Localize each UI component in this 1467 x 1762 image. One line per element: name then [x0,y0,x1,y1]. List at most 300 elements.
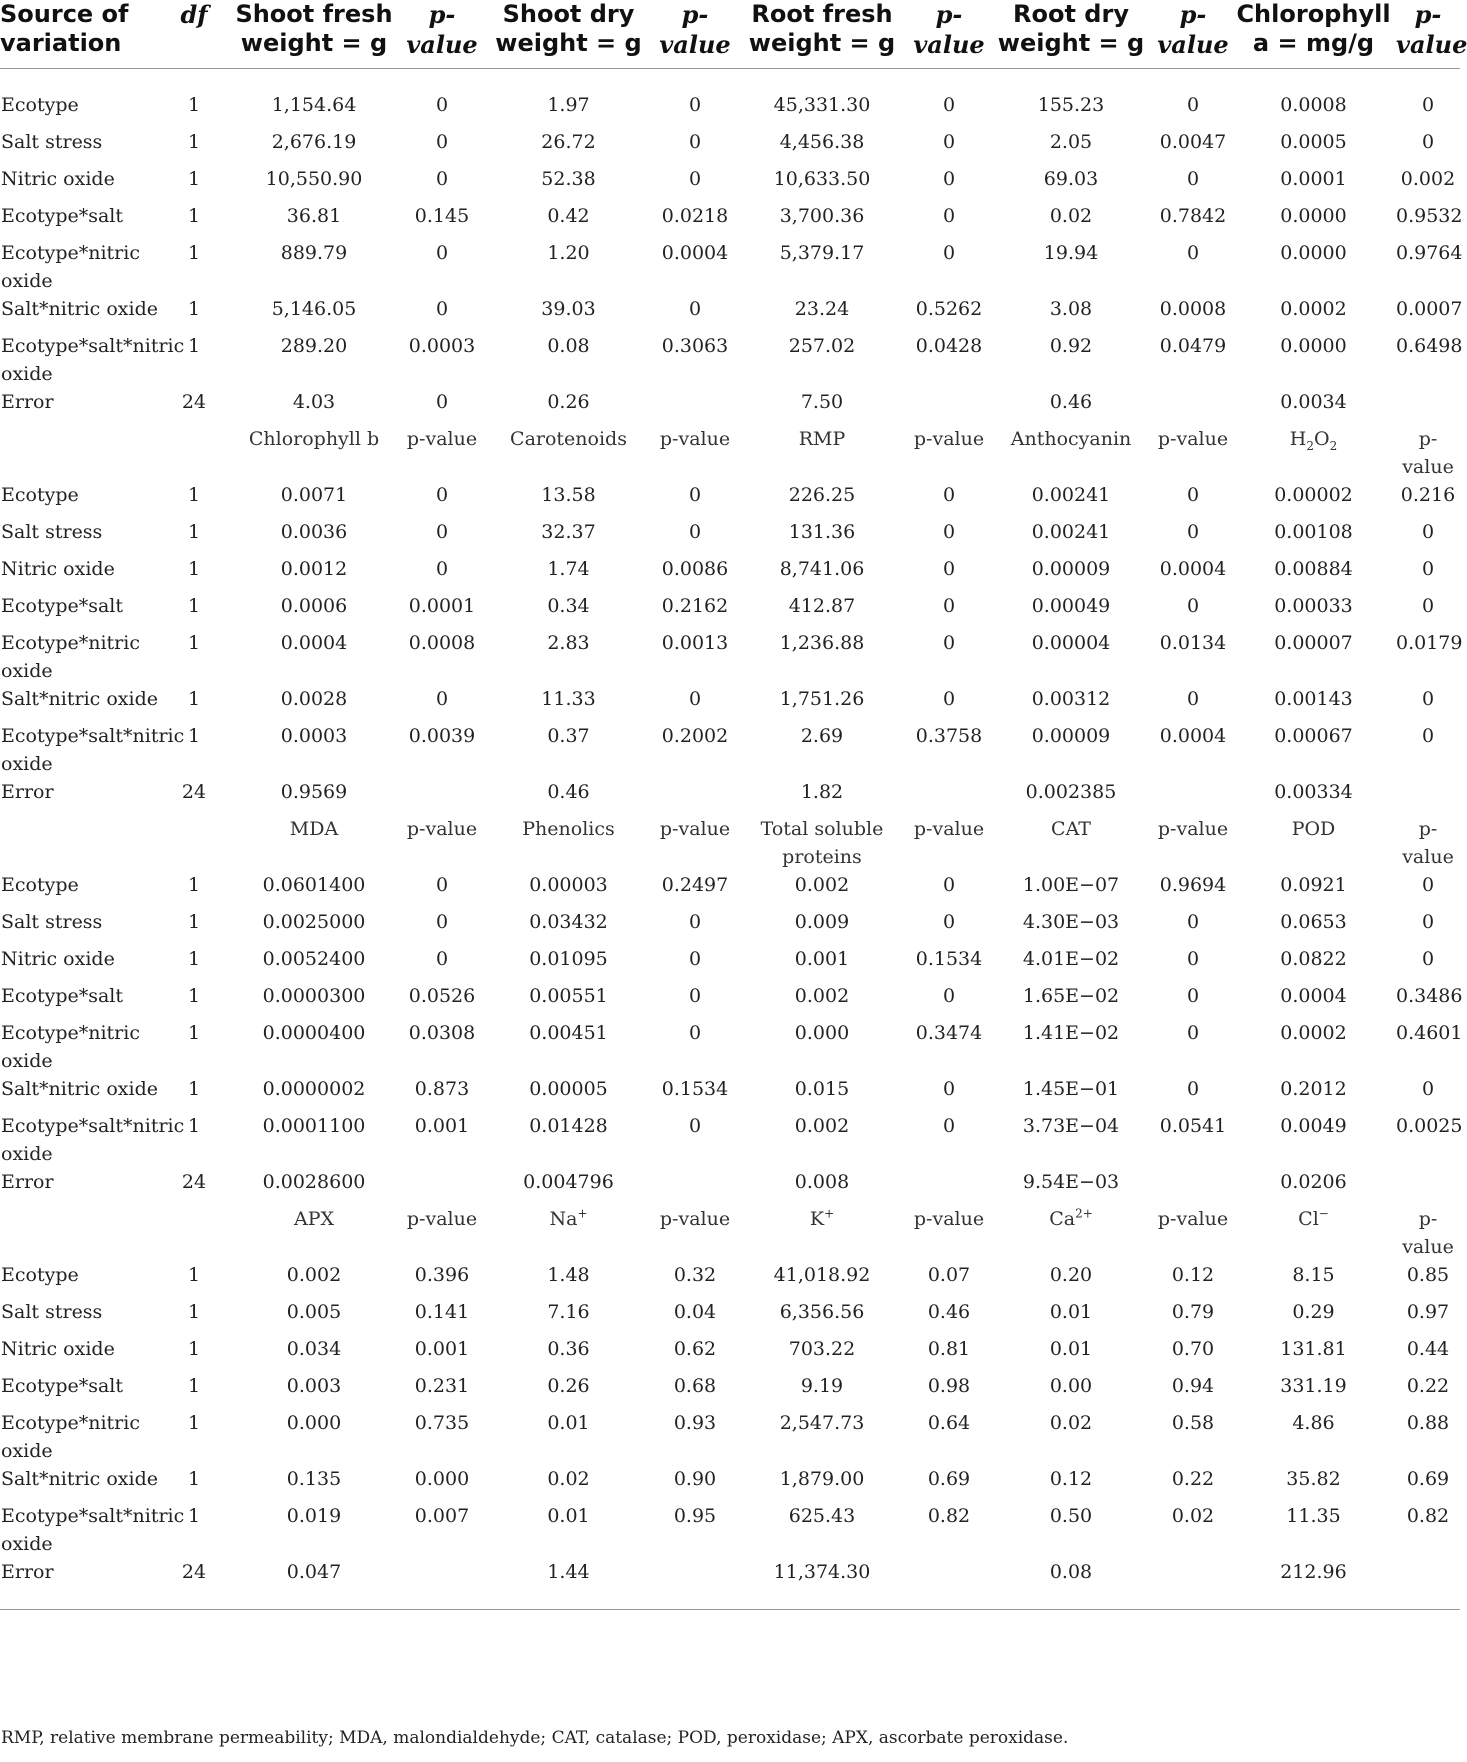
subheader-cell: Total soluble proteins [760,818,884,868]
table-row [0,1261,1460,1298]
table-cell: 0 [1421,948,1435,970]
table-cell: 0.0008 [1280,94,1347,116]
table-row [0,1335,1460,1372]
table-cell: 0.79 [1171,1301,1215,1323]
table-cell: 0.00049 [1031,595,1111,617]
table-cell: 0.0049 [1280,1115,1347,1137]
table-cell: 0.0003 [280,725,348,747]
table-cell: 0.0000002 [262,1078,366,1100]
table-cell: 0.29 [1292,1301,1335,1323]
header-df: df [164,0,224,69]
table-cell: 0.97 [1406,1301,1450,1323]
table-cell: 3.73E−04 [1022,1115,1120,1137]
table-cell: 1.45E−01 [1022,1078,1120,1100]
table-cell: 0.3063 [661,335,729,357]
table-cell: 0.36 [547,1338,590,1360]
row-df: 1 [187,335,201,357]
table-row [0,1168,1460,1205]
subheader-cell: Chlorophyll b [248,428,380,450]
table-body [0,69,1463,1610]
table-cell: 0 [942,131,956,153]
table-cell: 0.32 [673,1264,717,1286]
table-cell: 0.003 [286,1375,342,1397]
table-cell: 0.0004 [280,632,348,654]
table-cell: 0.007 [414,1505,470,1527]
table-cell: 0 [1421,595,1435,617]
table-cell: 1.65E−02 [1022,985,1120,1007]
table-cell: 0.0002 [1280,1022,1347,1044]
table-cell: 0 [942,985,956,1007]
table-cell: 131.81 [1280,1338,1347,1360]
table-cell: 0.0653 [1280,911,1347,933]
table-cell: 0.00451 [529,1022,608,1044]
table-cell: 0 [688,688,702,710]
table-row [0,1019,1460,1075]
table-row [0,592,1460,629]
table-cell: 0.0206 [1280,1171,1347,1193]
table-cell: 0 [1186,911,1200,933]
table-cell: 0.0004 [1159,558,1227,580]
row-df: 24 [181,1171,207,1193]
table-cell [404,778,480,815]
table-row [0,945,1460,982]
table-cell: 0 [435,168,449,190]
table-cell: 0.0179 [1396,632,1463,654]
table-cell: 289.20 [280,335,348,357]
table-cell: 0.2162 [661,595,729,617]
table-cell: 0.02 [547,1468,590,1490]
table-cell: 0.4601 [1396,1022,1463,1044]
table-cell: 0 [435,242,449,264]
table-cell: 0.0000 [1280,205,1347,227]
table-cell [1396,1558,1460,1610]
table-cell: 0 [1421,521,1435,543]
table-cell: 0.0025000 [262,911,366,933]
table-cell: 0 [1186,484,1200,506]
table-cell: 0.0134 [1159,632,1227,654]
table-cell: 0.0000400 [262,1022,366,1044]
table-cell: 7.16 [547,1301,590,1323]
subheader-cell [164,1205,224,1261]
table-cell: 4.03 [292,391,336,413]
table-cell: 0.7842 [1159,205,1227,227]
table-cell: 0 [1186,94,1200,116]
table-cell: 0.047 [224,1558,404,1610]
row-source: Ecotype [1,484,79,506]
table-cell: 0.0006 [280,595,348,617]
row-df: 1 [187,298,201,320]
table-cell: 0.3486 [1396,985,1463,1007]
table-cell: 41,018.92 [773,1264,871,1286]
table-cell: 0 [942,1078,956,1100]
row-df: 1 [187,1338,201,1360]
table-cell [1155,1168,1231,1205]
table-cell: 0 [688,298,702,320]
row-source: Ecotype*salt*nitric oxide [1,1115,185,1165]
table-cell: 0.0013 [661,632,729,654]
table-cell [911,778,987,815]
subheader-cell: Phenolics [522,818,615,840]
table-cell: 0.00108 [1274,521,1353,543]
table-cell: 0 [1421,131,1435,153]
table-cell: 0.001 [794,948,850,970]
table-cell: 0 [1421,911,1435,933]
table-cell: 0.0001100 [262,1115,366,1137]
table-cell: 35.82 [1286,1468,1341,1490]
table-cell [657,1168,733,1205]
table-cell: 226.25 [788,484,856,506]
table-cell: 0.2002 [661,725,729,747]
table-cell: 2.05 [1049,131,1093,153]
table-cell: 0.22 [1406,1375,1450,1397]
table-cell: 8.15 [1292,1264,1335,1286]
table-cell: 703.22 [788,1338,856,1360]
header-p-value: p-value [657,0,733,69]
row-df: 1 [187,1115,201,1137]
table-cell: 0.0034 [1280,391,1347,413]
table-cell: 0.68 [673,1375,717,1397]
subheader-p-value: p-value [1402,428,1454,478]
table-cell: 412.87 [788,595,856,617]
row-source: Salt stress [1,131,103,153]
row-df: 1 [187,1505,201,1527]
table-cell: 0.005 [286,1301,342,1323]
row-df: 1 [187,1078,201,1100]
table-cell [1396,778,1460,815]
subheader-cell [480,1205,657,1261]
table-cell: 0.0047 [1159,131,1227,153]
table-cell: 0 [1186,1022,1200,1044]
table-cell: 0.00033 [1274,595,1353,617]
subheader-p-value: p-value [659,428,731,450]
table-cell: 0.0000 [1280,335,1347,357]
table-cell: 11.35 [1286,1505,1341,1527]
header-p-value: p-value [404,0,480,69]
table-cell [404,1558,480,1610]
header-root-dry-weight: Root dry weight = g [987,0,1155,69]
table-cell: 0.145 [414,205,470,227]
table-cell: 0.216 [1400,484,1456,506]
table-cell: 0 [688,521,702,543]
row-source: Ecotype*nitric oxide [1,242,140,292]
table-cell: 0.01 [1049,1301,1093,1323]
table-cell: 0.141 [414,1301,470,1323]
table-cell: 0.0000 [1280,242,1347,264]
row-df: 1 [187,558,201,580]
table-cell: 0 [1186,948,1200,970]
table-cell: 0.22 [1171,1468,1215,1490]
table-cell: 0.9694 [1159,874,1227,896]
table-cell: 0.0541 [1159,1115,1227,1137]
row-source: Ecotype*salt*nitric oxide [1,725,185,775]
table-cell: 0 [1421,1078,1435,1100]
table-row [0,1502,1460,1558]
table-cell: 0.00007 [1274,632,1353,654]
table-cell: 0 [942,168,956,190]
subheader-p-value: p-value [1157,1208,1229,1230]
subheader-cell: Carotenoids [510,428,627,450]
table-cell: 2.83 [547,632,590,654]
subheader-formula: $H_2O_2$ [1289,428,1338,453]
table-cell: 0.02 [1049,1412,1093,1434]
row-source: Ecotype*salt*nitric oxide [1,335,185,385]
header-shoot-fresh-weight: Shoot fresh weight = g [224,0,404,69]
subheader-cell [0,1205,164,1261]
table-cell: 0 [1421,725,1435,747]
table-cell: 0.00312 [1031,688,1111,710]
table-cell: 0.9764 [1396,242,1463,264]
table-cell: 0.90 [673,1468,717,1490]
table-cell: 0.135 [286,1468,342,1490]
header-p-value: p-value [1396,0,1460,69]
table-cell [911,1558,987,1610]
table-cell: 7.50 [800,391,844,413]
table-cell: 0.735 [414,1412,470,1434]
row-df: 24 [181,391,207,413]
table-cell: 0.0526 [408,985,476,1007]
table-cell: 11.33 [541,688,596,710]
table-cell: 0.46 [927,1301,971,1323]
table-cell: 26.72 [541,131,596,153]
table-cell: 0 [942,595,956,617]
table-cell: 6,356.56 [779,1301,865,1323]
table-cell: 0.000 [414,1468,470,1490]
table-row [0,982,1460,1019]
table-cell: 0.002 [794,985,850,1007]
table-cell: 0.000 [794,1022,850,1044]
table-cell: 331.19 [1280,1375,1347,1397]
table-cell: 0 [1421,558,1435,580]
table-cell: 0.82 [927,1505,971,1527]
table-cell: 0 [942,205,956,227]
row-df: 1 [187,521,201,543]
table-cell: 0 [942,94,956,116]
table-cell [911,388,987,425]
subheader-cell [164,815,224,871]
table-cell [1155,388,1231,425]
table-cell: 0 [688,948,702,970]
table-cell: 36.81 [286,205,342,227]
row-source: Salt*nitric oxide [1,1078,158,1100]
table-cell: 0.0479 [1159,335,1227,357]
table-cell: 0.0025 [1396,1115,1463,1137]
row-source: Salt*nitric oxide [1,1468,158,1490]
table-cell [1396,1168,1460,1205]
row-source: Nitric oxide [1,948,115,970]
subheader-p-value: p-value [406,428,478,450]
table-cell: 0.01428 [529,1115,608,1137]
table-cell: 0 [1186,595,1200,617]
row-source: Error [1,781,54,803]
table-cell: 0 [942,521,956,543]
subheader-cell [1231,1205,1396,1261]
row-source: Salt*nitric oxide [1,688,158,710]
table-cell: 0.0007 [1396,298,1463,320]
table-cell: 0.2012 [1280,1078,1347,1100]
table-cell: 0 [1186,985,1200,1007]
table-cell: 0 [942,1115,956,1137]
table-cell: 0 [435,298,449,320]
table-cell: 0.396 [414,1264,470,1286]
subheader-p-value: p-value [659,1208,731,1230]
table-cell: 0.00551 [529,985,608,1007]
table-cell: 0.019 [286,1505,342,1527]
table-cell: 0.01 [547,1505,590,1527]
table-cell: 0.94 [1171,1375,1215,1397]
row-source: Nitric oxide [1,558,115,580]
subheader-row [0,425,1460,481]
table-cell: 0.44 [1406,1338,1450,1360]
row-df: 1 [187,725,201,747]
table-row [0,518,1460,555]
header-source-of-variation: Source of variation [0,0,164,69]
table-row [0,239,1460,295]
table-cell: 0.0028600 [262,1171,366,1193]
table-cell: 0 [688,484,702,506]
table-row [0,1409,1460,1465]
row-source: Ecotype [1,1264,79,1286]
table-cell: 0.00884 [1274,558,1353,580]
table-cell: 0 [435,391,449,413]
table-cell: 32.37 [541,521,596,543]
table-cell: 0.02 [1049,205,1093,227]
subheader-p-value: p-value [406,818,478,840]
table-cell: 0 [942,484,956,506]
table-cell: 0.00067 [1274,725,1353,747]
subheader-cell: POD [1291,818,1336,840]
table-cell: 0 [688,1115,702,1137]
row-df: 24 [181,781,207,803]
row-source: Ecotype*salt [1,595,124,617]
row-df: 1 [187,205,201,227]
table-cell: 10,550.90 [265,168,363,190]
table-cell: 0.0028 [280,688,348,710]
table-cell: 1.41E−02 [1022,1022,1120,1044]
subheader-p-value: p-value [659,818,731,840]
table-cell [657,778,733,815]
table-cell: 0.000 [286,1412,342,1434]
table-cell: 0.0004 [661,242,729,264]
table-cell: 0.0071 [280,484,348,506]
subheader-p-value: p-value [1157,818,1229,840]
table-cell: 1.00E−07 [1022,874,1120,896]
table-row [0,629,1460,685]
table-cell: 2,676.19 [271,131,357,153]
table-cell: 0.0001 [1280,168,1347,190]
table-cell: 1.44 [480,1558,657,1610]
table-cell: 0.34 [547,595,590,617]
table-row [0,481,1460,518]
subheader-formula: Cl− [1298,1206,1329,1230]
table-cell: 0.01 [1049,1338,1093,1360]
table-cell: 0.81 [927,1338,971,1360]
table-header-row [0,0,1460,69]
table-cell: 0 [942,242,956,264]
subheader-formula: $Ca^{2+}$ [1049,1206,1093,1230]
table-cell: 0.004796 [523,1171,614,1193]
table-cell: 0.70 [1171,1338,1215,1360]
subheader-cell [733,1205,911,1261]
table-cell: 9.54E−03 [1022,1171,1120,1193]
table-cell: 0.231 [414,1375,470,1397]
subheader-cell [987,1205,1155,1261]
table-cell: 0.02 [1171,1505,1215,1527]
table-row [0,69,1460,129]
table-cell: 0.0052400 [262,948,366,970]
table-cell: 11,374.30 [733,1558,911,1610]
table-row [0,388,1460,425]
table-cell: 0.0004 [1280,985,1347,1007]
subheader-p-value: p-value [1402,1208,1454,1258]
subheader-cell: CAT [1051,818,1091,840]
table-cell: 0 [942,911,956,933]
table-cell: 0 [688,168,702,190]
row-df: 1 [187,595,201,617]
table-cell: 5,146.05 [271,298,357,320]
table-cell: 625.43 [788,1505,856,1527]
subheader-cell [0,425,164,481]
table-cell: 0.62 [673,1338,717,1360]
table-cell: 0 [435,948,449,970]
header-p-value: p-value [1155,0,1231,69]
table-row [0,722,1460,778]
row-source: Nitric oxide [1,1338,115,1360]
table-cell: 0 [435,521,449,543]
table-cell: 9.19 [800,1375,844,1397]
subheader-p-value: p-value [1402,818,1454,868]
table-cell: 0.08 [547,335,590,357]
header-p-value: p-value [911,0,987,69]
table-cell [657,388,733,425]
table-cell: 1,751.26 [779,688,865,710]
table-cell: 0.01095 [529,948,608,970]
table-cell: 0.46 [1049,391,1093,413]
subheader-p-value: p-value [913,428,985,450]
table-cell: 4,456.38 [779,131,865,153]
row-source: Salt stress [1,911,103,933]
row-source: Salt stress [1,1301,103,1323]
table-row [0,165,1460,202]
table-cell [1396,388,1460,425]
table-cell: 0.002385 [1025,781,1117,803]
row-source: Salt stress [1,521,103,543]
subheader-formula: Na+ [549,1206,588,1230]
row-df: 1 [187,948,201,970]
table-cell: 0.1534 [661,1078,729,1100]
table-cell: 10,633.50 [773,168,871,190]
table-cell: 0 [1186,521,1200,543]
row-source: Ecotype [1,94,79,116]
table-cell: 0 [688,94,702,116]
table-cell: 1.20 [547,242,590,264]
table-cell: 4.86 [1292,1412,1335,1434]
table-cell: 0.88 [1406,1412,1450,1434]
table-cell: 3.08 [1049,298,1093,320]
table-row [0,295,1460,332]
row-df: 1 [187,131,201,153]
table-cell: 131.36 [788,521,856,543]
table-cell: 0.0001 [408,595,476,617]
table-cell: 5,379.17 [779,242,865,264]
table-cell: 0 [942,558,956,580]
header-chlorophyll-a: Chlorophyll a = mg/g [1231,0,1396,69]
table-row [0,871,1460,908]
table-cell: 0.12 [1171,1264,1215,1286]
row-df: 1 [187,484,201,506]
table-cell: 0.034 [286,1338,342,1360]
table-cell: 13.58 [541,484,596,506]
row-source: Ecotype*salt [1,985,124,1007]
